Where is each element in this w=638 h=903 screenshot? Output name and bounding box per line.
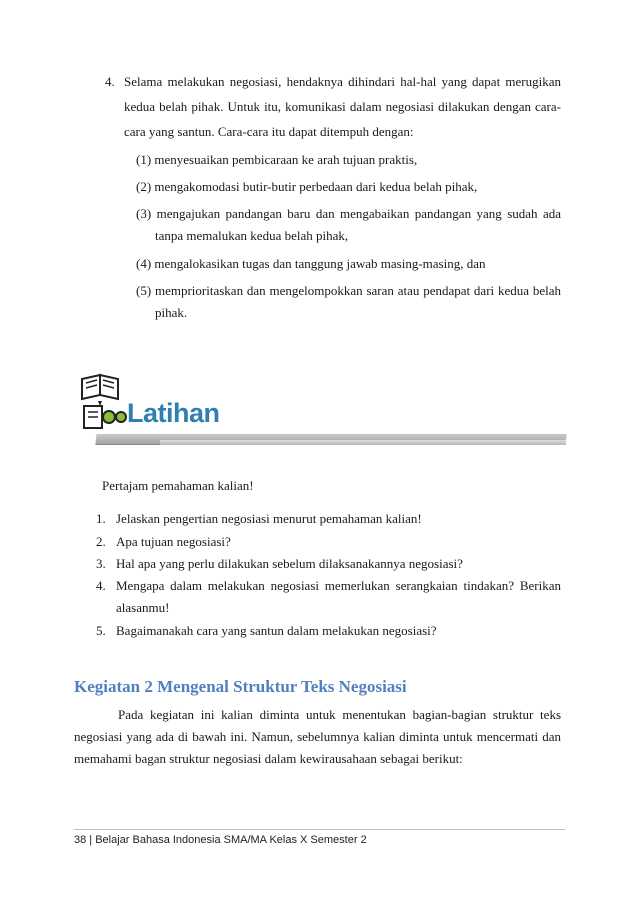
sub-item-3-line-2: tanpa memalukan kedua belah pihak, [155, 228, 349, 243]
question-2: Apa tujuan negosiasi? [116, 534, 231, 549]
banner-bar-shadow [160, 440, 566, 445]
sub-item-5-line-2: pihak. [155, 305, 188, 320]
question-2-number: 2. [96, 534, 106, 549]
item-4-number: 4. [105, 74, 115, 89]
latihan-intro: Pertajam pemahaman kalian! [102, 478, 254, 493]
sub-item-2: (2) mengakomodasi butir-butir perbedaan dari kedua belah pihak, [136, 179, 478, 194]
sub-item-3-line-1: (3) mengajukan pandangan baru dan mengabaikan pandangan yang sudah ada [136, 206, 561, 221]
kegiatan-line-2: negosiasi yang ada di bawah ini. Namun, sebelumnya kalian diminta untuk mencermati dan [74, 729, 561, 744]
sub-item-5-line-1: (5) memprioritaskan dan mengelompokkan saran atau pendapat dari kedua belah [136, 283, 561, 298]
question-3: Hal apa yang perlu dilakukan sebelum dilaksanakannya negosiasi? [116, 556, 463, 571]
question-4-line-1: Mengapa dalam melakukan negosiasi memerlukan serangkaian tindakan? Berikan [116, 578, 561, 593]
item-4-line-2: kedua belah pihak. Untuk itu, komunikasi dalam negosiasi dilakukan dengan cara- [124, 99, 561, 114]
page-footer: 38 | Belajar Bahasa Indonesia SMA/MA Kelas X Semester 2 [74, 834, 367, 846]
question-5-number: 5. [96, 623, 106, 638]
latihan-title: Latihan [127, 398, 220, 428]
question-1-number: 1. [96, 511, 106, 526]
kegiatan-line-3: memahami bagan struktur negosiasi dalam kewirausahaan sebagai berikut: [74, 751, 463, 766]
item-4-line-1: Selama melakukan negosiasi, hendaknya dihindari hal-hal yang dapat merugikan [124, 74, 561, 89]
question-1: Jelaskan pengertian negosiasi menurut pemahaman kalian! [116, 511, 422, 526]
question-5: Bagaimanakah cara yang santun dalam melakukan negosiasi? [116, 623, 437, 638]
section-heading: Kegiatan 2 Mengenal Struktur Teks Negosiasi [74, 677, 407, 696]
reader-icon [82, 402, 128, 432]
sub-item-1: (1) menyesuaikan pembicaraan ke arah tujuan praktis, [136, 152, 418, 167]
question-3-number: 3. [96, 556, 106, 571]
footer-rule [74, 829, 565, 830]
sub-item-4: (4) mengalokasikan tugas dan tanggung jawab masing-masing, dan [136, 256, 486, 271]
question-4-line-2: alasanmu! [116, 600, 170, 615]
item-4-line-3: cara yang santun. Cara-cara itu dapat ditempuh dengan: [124, 124, 414, 139]
kegiatan-line-1: Pada kegiatan ini kalian diminta untuk menentukan bagian-bagian struktur teks [118, 707, 561, 722]
question-4-number: 4. [96, 578, 106, 593]
